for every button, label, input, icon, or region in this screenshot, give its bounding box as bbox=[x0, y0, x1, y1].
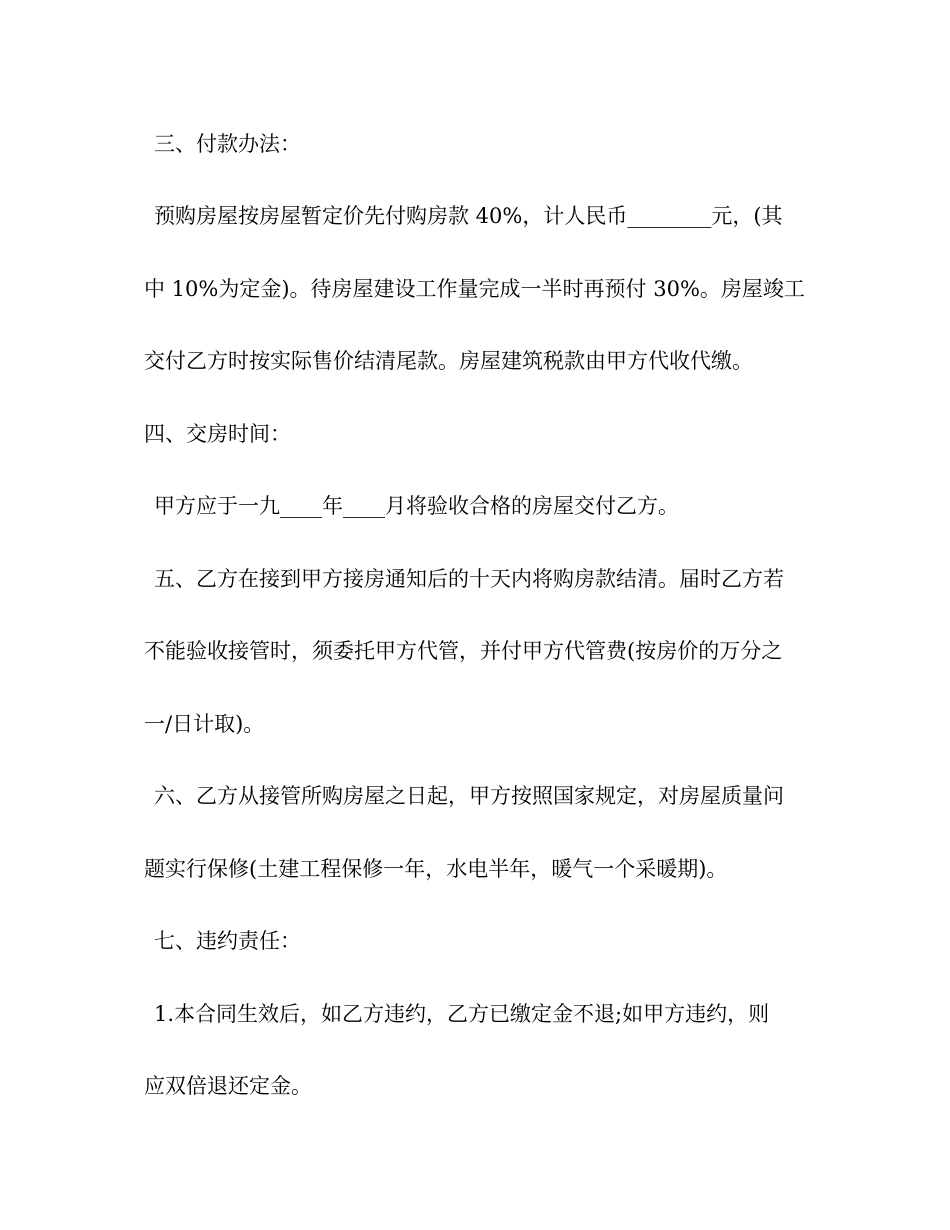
paragraph-line: 交付乙方时按实际售价结清尾款。房屋建筑税款由甲方代收代缴。 bbox=[144, 349, 753, 373]
paragraph-line: 甲方应于一九____年____月将验收合格的房屋交付乙方。 bbox=[154, 494, 679, 518]
paragraph-line: 1.本合同生效后，如乙方违约，乙方已缴定金不退;如甲方违约，则 bbox=[154, 1002, 770, 1026]
section-heading-payment: 三、付款办法： bbox=[154, 132, 301, 156]
paragraph-line: 五、乙方在接到甲方接房通知后的十天内将购房款结清。届时乙方若 bbox=[154, 567, 784, 591]
paragraph-line: 六、乙方从接管所购房屋之日起，甲方按照国家规定，对房屋质量问 bbox=[154, 784, 784, 808]
paragraph-line: 一/日计取)。 bbox=[144, 712, 265, 736]
paragraph-line: 中 10%为定金)。待房屋建设工作量完成一半时再预付 30%。房屋竣工 bbox=[144, 277, 805, 301]
paragraph-line: 应双倍退还定金。 bbox=[144, 1074, 312, 1098]
paragraph-line: 预购房屋按房屋暂定价先付购房款 40%，计人民币________元，(其 bbox=[154, 204, 783, 228]
section-heading-liability: 七、违约责任： bbox=[154, 929, 301, 953]
paragraph-line: 题实行保修(土建工程保修一年，水电半年，暖气一个采暖期)。 bbox=[144, 857, 728, 881]
section-heading-handover: 四、交房时间： bbox=[144, 422, 291, 446]
paragraph-line: 不能验收接管时，须委托甲方代管，并付甲方代管费(按房价的万分之 bbox=[144, 639, 783, 663]
